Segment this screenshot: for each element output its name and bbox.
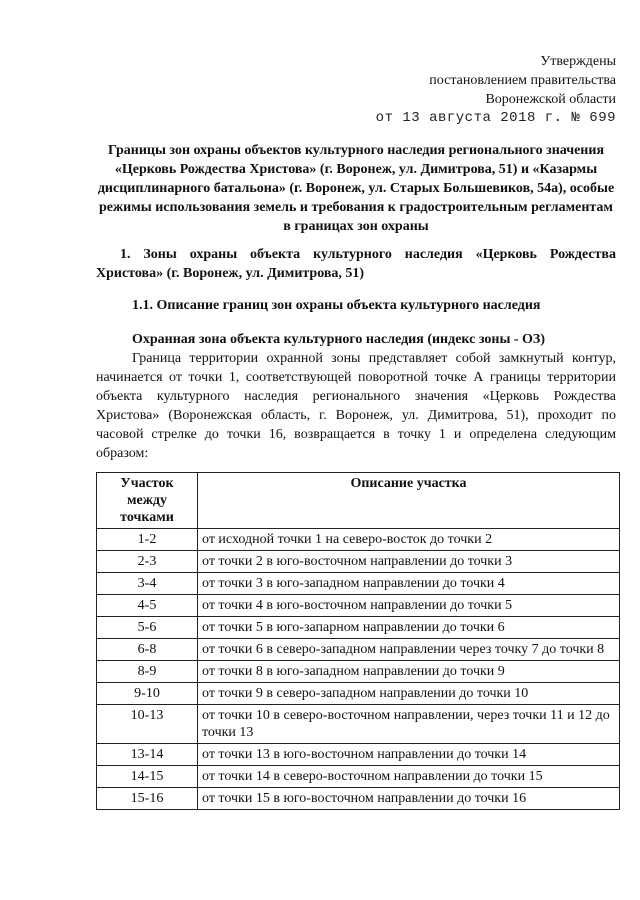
table-row	[97, 617, 620, 639]
approval-block	[376, 52, 616, 128]
section-heading-1: 1. Зоны охраны объекта культурного наследия «Церковь Рождества Христова» (г. Воронеж, ул. Димитрова, 51)	[96, 247, 616, 281]
table-row	[97, 766, 620, 788]
table-row	[97, 788, 620, 810]
description-cell: от точки 15 в юго-восточном направлении до точки 16	[198, 788, 620, 810]
table-row	[97, 529, 620, 551]
description-cell: от точки 14 в северо-восточном направлении до точки 15	[198, 766, 620, 788]
approval-line: Воронежской области	[485, 92, 616, 107]
document-title: Границы зон охраны объектов культурного наследия регионального значения «Церковь Рождества Христова» (г. Воронеж, ул. Димитрова, 51) и «Казармы дисциплинарного батальона» (г. Воронеж, ул. Старых Большевиков, 54а), особые режимы использования земель и требования к градостроительным регламентам в границах зон охраны	[97, 143, 615, 234]
description-cell: от точки 10 в северо-восточном направлении, через точки 11 и 12 до точки 13	[198, 705, 620, 744]
segment-cell: 9-10	[97, 683, 198, 705]
table-row	[97, 595, 620, 617]
column-header-segment: Участок между точками	[97, 473, 198, 529]
table-row	[97, 683, 620, 705]
segment-cell: 14-15	[97, 766, 198, 788]
table-header-row	[97, 473, 620, 529]
description-cell: от точки 13 в юго-восточном направлении до точки 14	[198, 744, 620, 766]
table-row	[97, 744, 620, 766]
description-cell: от точки 5 в юго-запарном направлении до точки 6	[198, 617, 620, 639]
segment-cell: 1-2	[97, 529, 198, 551]
boundary-segments-table	[96, 472, 620, 810]
segment-cell: 10-13	[97, 705, 198, 744]
approval-line: постановлением правительства	[429, 73, 616, 88]
description-cell: от точки 6 в северо-западном направлении через точку 7 до точки 8	[198, 639, 620, 661]
description-cell: от точки 3 в юго-западном направлении до точки 4	[198, 573, 620, 595]
zone-heading: Охранная зона объекта культурного наследия (индекс зоны - ОЗ)	[132, 332, 545, 347]
segment-cell: 13-14	[97, 744, 198, 766]
description-cell: от точки 4 в юго-восточном направлении до точки 5	[198, 595, 620, 617]
description-cell: от точки 2 в юго-восточном направлении до точки 3	[198, 551, 620, 573]
column-header-description: Описание участка	[198, 473, 620, 529]
table-row	[97, 639, 620, 661]
approval-line: Утверждены	[540, 54, 616, 69]
segment-cell: 8-9	[97, 661, 198, 683]
segment-cell: 4-5	[97, 595, 198, 617]
table-row	[97, 551, 620, 573]
segment-cell: 6-8	[97, 639, 198, 661]
segment-cell: 15-16	[97, 788, 198, 810]
approval-date-stamp: от 13 августа 2018 г. № 699	[375, 110, 616, 126]
segment-cell: 5-6	[97, 617, 198, 639]
table-row	[97, 705, 620, 744]
table-row	[97, 661, 620, 683]
boundary-description-paragraph: Граница территории охранной зоны представляет собой замкнутый контур, начинается от точки 1, соответствующей поворотной точке А границы территории объекта культурного наследия регионального значения «Церковь Рождества Христова» (Воронежская область, г. Воронеж, ул. Димитрова, 51), проходит по часовой стрелке до точки 16, возвращается в точку 1 и определена следующим образом:	[96, 351, 616, 461]
description-cell: от исходной точки 1 на северо-восток до точки 2	[198, 529, 620, 551]
table-row	[97, 573, 620, 595]
description-cell: от точки 8 в юго-западном направлении до точки 9	[198, 661, 620, 683]
description-cell: от точки 9 в северо-западном направлении до точки 10	[198, 683, 620, 705]
segment-cell: 3-4	[97, 573, 198, 595]
section-heading-1-1: 1.1. Описание границ зон охраны объекта культурного наследия	[132, 298, 541, 313]
segment-cell: 2-3	[97, 551, 198, 573]
